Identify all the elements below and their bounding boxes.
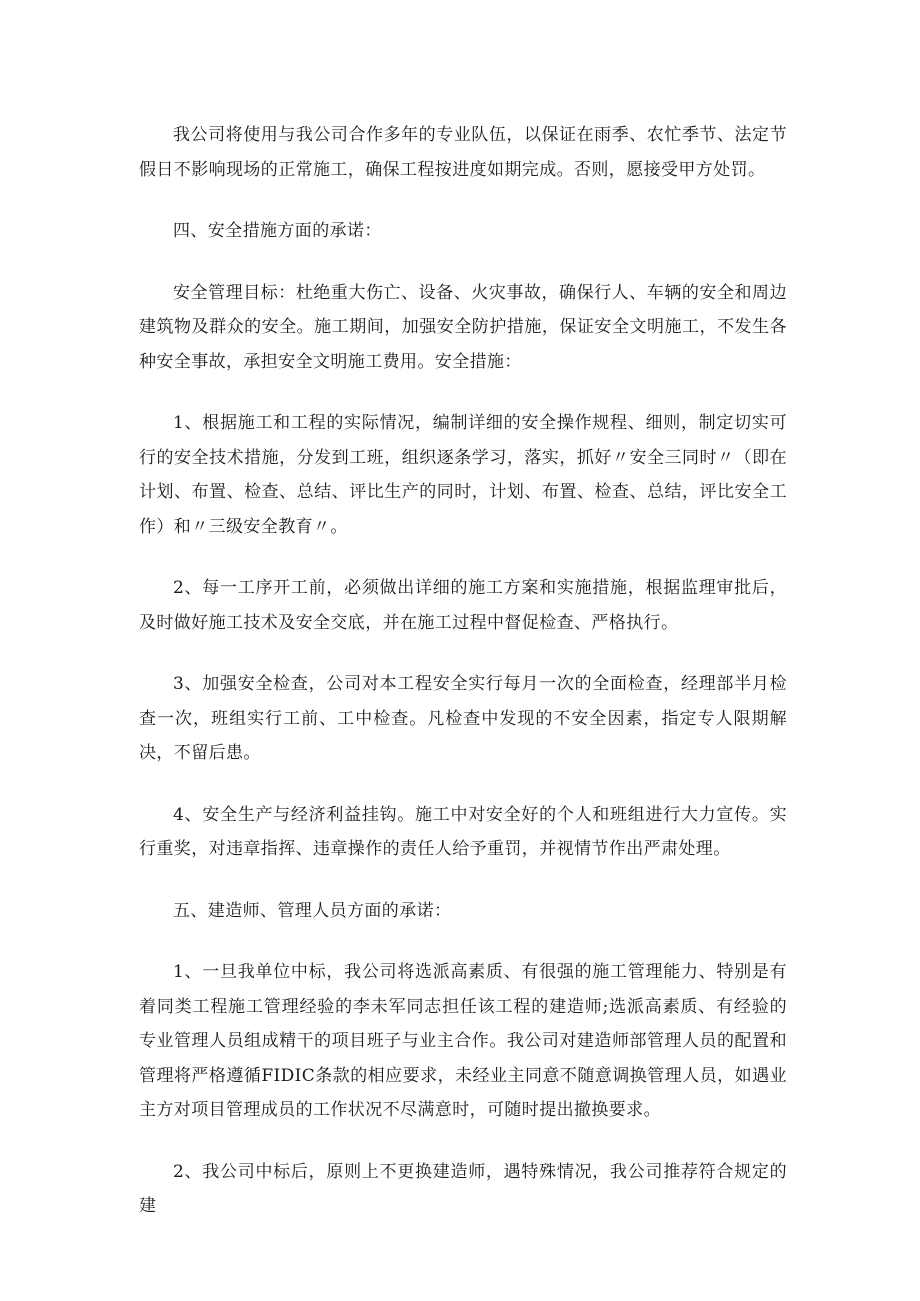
paragraph-safety-item-2: 2、每一工序开工前，必须做出详细的施工方案和实施措施，根据监理审批后，及时做好施工技术及安全交底，并在施工过程中督促检查、严格执行。 bbox=[139, 578, 787, 633]
heading-management-personnel: 五、建造师、管理人员方面的承诺： bbox=[173, 900, 452, 921]
paragraph-management-item-1: 1、一旦我单位中标，我公司将选派高素质、有很强的施工管理能力、特别是有着同类工程施工管理经验的李未军同志担任该工程的建造师;选派高素质、有经验的专业管理人员组成精干的项目班子与业主合作。我公司对建造师部管理人员的配置和管理将严格遵循FIDIC条款的相应要求，未经业主同意不随意调换管理人员，如遇业主方对项目管理成员的工作状况不尽满意时，可随时提出撤换要求。 bbox=[139, 962, 787, 1120]
heading-safety-measures: 四、安全措施方面的承诺： bbox=[173, 221, 382, 241]
paragraph-schedule-guarantee: 我公司将使用与我公司合作多年的专业队伍，以保证在雨季、农忙季节、法定节假日不影响现场的正常施工，确保工程按进度如期完成。否则，愿接受甲方处罚。 bbox=[139, 125, 787, 180]
paragraph-management-item-2: 2、我公司中标后，原则上不更换建造师，遇特殊情况，我公司推荐符合规定的建 bbox=[139, 1161, 787, 1216]
paragraph-safety-item-3: 3、加强安全检查，公司对本工程安全实行每月一次的全面检查，经理部半月检查一次，班组实行工前、工中检查。凡检查中发现的不安全因素，指定专人限期解决，不留后患。 bbox=[139, 674, 787, 763]
document-body bbox=[139, 118, 787, 1251]
paragraph-safety-item-1: 1、根据施工和工程的实际情况，编制详细的安全操作规程、细则，制定切实可行的安全技术措施，分发到工班，组织逐条学习，落实，抓好〃安全三同时〃（即在计划、布置、检查、总结、评比生产的同时，计划、布置、检查、总结，评比安全工作）和〃三级安全教育〃。 bbox=[139, 413, 787, 537]
paragraph-safety-item-4: 4、安全生产与经济利益挂钩。施工中对安全好的个人和班组进行大力宣传。实行重奖，对违章指挥、违章操作的责任人给予重罚，并视情节作出严肃处理。 bbox=[139, 804, 787, 859]
paragraph-safety-goal: 安全管理目标：杜绝重大伤亡、设备、火灾事故，确保行人、车辆的安全和周边建筑物及群众的安全。施工期间，加强安全防护措施，保证安全文明施工，不发生各种安全事故，承担安全文明施工费用。安全措施： bbox=[139, 282, 787, 372]
